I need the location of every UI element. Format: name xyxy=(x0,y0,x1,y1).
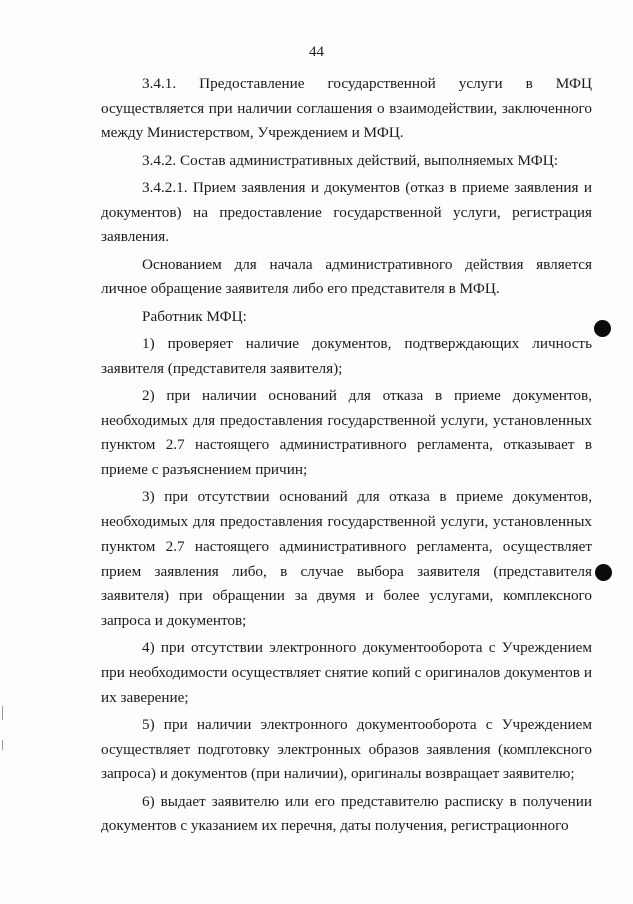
binder-hole-bottom xyxy=(595,564,612,581)
document-body xyxy=(101,72,592,842)
list-item-4: 4) при отсутствии электронного документооборота с Учреждением при необходимости осуществляет снятие копий с оригиналов документов и их заверение; xyxy=(101,639,592,706)
page-number: 44 xyxy=(309,44,324,60)
list-item-3: 3) при отсутствии оснований для отказа в приеме документов, необходимых для предоставления государственной услуги, установленных пунктом 2.7 настоящего административного регламента, осуществляет прием заявления либо, в случае выбора заявителя (представителя заявителя) при обращении за двумя и более услугами, комплексного запроса и документов; xyxy=(101,488,592,629)
list-item-6: 6) выдает заявителю или его представителю расписку в получении документов с указанием их перечня, даты получения, регистрационного xyxy=(101,792,592,835)
paragraph-mfc-worker: Работник МФЦ: xyxy=(142,307,247,325)
scan-edge-mark xyxy=(2,706,3,720)
scan-edge-mark xyxy=(2,740,3,750)
list-item-2: 2) при наличии оснований для отказа в приеме документов, необходимых для предоставления государственной услуги, установленных пунктом 2.7 настоящего административного регламента, отказывает в приеме с разъяснением причин; xyxy=(101,387,592,479)
paragraph-3-4-2: 3.4.2. Состав административных действий, выполняемых МФЦ: xyxy=(142,151,558,169)
binder-hole-top xyxy=(594,320,611,337)
paragraph-basis: Основанием для начала административного действия является личное обращение заявителя либо его представителя в МФЦ. xyxy=(101,255,592,298)
list-item-5: 5) при наличии электронного документооборота с Учреждением осуществляет подготовку электронных образов заявления (комплексного запроса) и документов (при наличии), оригиналы возвращает заявителю; xyxy=(101,715,592,783)
paragraph-3-4-2-1: 3.4.2.1. Прием заявления и документов (отказ в приеме заявления и документов) на предоставление государственной услуги, регистрация заявления. xyxy=(101,179,592,246)
list-item-1: 1) проверяет наличие документов, подтверждающих личность заявителя (представителя заявителя); xyxy=(101,335,592,377)
paragraph-3-4-1: 3.4.1. Предоставление государственной услуги в МФЦ осуществляется при наличии соглашения о взаимодействии, заключенного между Министерством, Учреждением и МФЦ. xyxy=(101,75,592,142)
